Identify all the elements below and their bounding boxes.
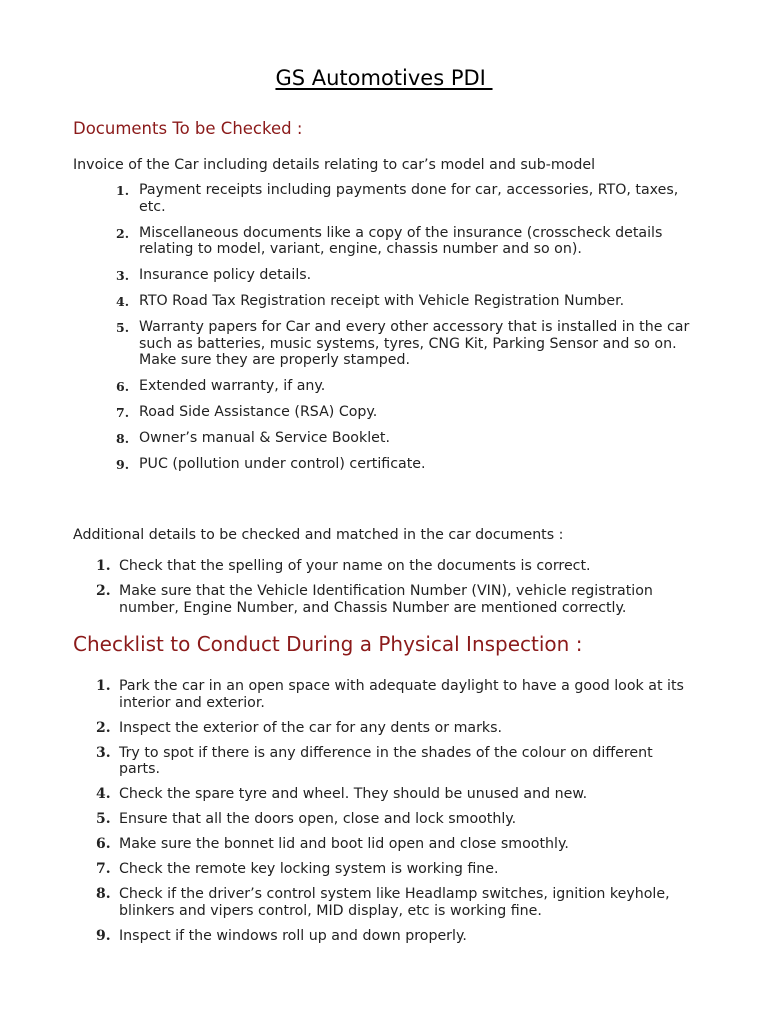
list-item bbox=[0, 267, 700, 284]
list-item-text: PUC (pollution under control) certificate. bbox=[139, 456, 426, 472]
list-number: 7. bbox=[116, 405, 130, 420]
list-item-text: Payment receipts including payments done for car, accessories, RTO, taxes, etc. bbox=[139, 182, 679, 215]
list-item-text: Park the car in an open space with adequate daylight to have a good look at its interior and exterior. bbox=[119, 678, 684, 711]
list-item-text: Miscellaneous documents like a copy of the insurance (crosscheck details relating to model, variant, engine, chassis number and so on). bbox=[139, 224, 663, 257]
list-item bbox=[0, 404, 700, 421]
documents-heading: Documents To be Checked : bbox=[73, 119, 303, 138]
list-item bbox=[0, 319, 700, 369]
list-number: 8. bbox=[116, 431, 130, 446]
list-item-text: Make sure that the Vehicle Identification Number (VIN), vehicle registration number, Engine Number, and Chassis Number are mentioned correctly. bbox=[119, 583, 653, 616]
list-number: 5. bbox=[96, 811, 111, 827]
list-item-text: Inspect if the windows roll up and down properly. bbox=[119, 927, 467, 944]
list-item bbox=[0, 225, 700, 258]
list-item bbox=[0, 861, 690, 878]
list-number: 6. bbox=[96, 836, 111, 852]
inspection-list bbox=[0, 678, 690, 953]
documents-intro: Invoice of the Car including details relating to car’s model and sub-model bbox=[73, 157, 596, 173]
list-item bbox=[0, 558, 690, 575]
list-number: 4. bbox=[116, 294, 130, 309]
list-number: 6. bbox=[116, 379, 130, 394]
list-number: 9. bbox=[96, 927, 111, 944]
list-item bbox=[0, 583, 690, 616]
list-number: 8. bbox=[96, 886, 111, 902]
list-item bbox=[0, 678, 690, 711]
list-item-text: Inspect the exterior of the car for any dents or marks. bbox=[119, 719, 503, 736]
list-item-text: Try to spot if there is any difference in the shades of the colour on different parts. bbox=[119, 744, 653, 777]
list-item-text: Check the spare tyre and wheel. They should be unused and new. bbox=[119, 786, 588, 802]
list-number: 2. bbox=[96, 719, 111, 736]
additional-intro: Additional details to be checked and matched in the car documents : bbox=[73, 527, 564, 543]
list-item bbox=[0, 811, 690, 828]
list-number: 4. bbox=[96, 786, 111, 802]
list-number: 1. bbox=[96, 558, 111, 574]
list-item bbox=[0, 720, 690, 737]
list-item bbox=[0, 182, 700, 215]
list-item-text: Check if the driver’s control system like Headlamp switches, ignition keyhole, blinkers and vipers control, MID display, etc is working fine. bbox=[119, 886, 670, 919]
list-number: 1. bbox=[96, 678, 111, 694]
list-number: 3. bbox=[96, 744, 111, 761]
list-item-text: Check that the spelling of your name on the documents is correct. bbox=[119, 558, 591, 574]
documents-list bbox=[0, 182, 700, 482]
list-item bbox=[0, 430, 700, 447]
list-item-text: Warranty papers for Car and every other accessory that is installed in the car such as batteries, music systems, tyres, CNG Kit, Parking Sensor and so on. Make sure they are properly stamped. bbox=[139, 319, 690, 368]
list-item bbox=[0, 745, 690, 778]
list-item bbox=[0, 836, 690, 853]
list-number: 5. bbox=[116, 320, 130, 335]
document-title: GS Automotives PDI bbox=[275, 66, 493, 90]
list-number: 3. bbox=[116, 268, 130, 283]
list-item-text: Insurance policy details. bbox=[139, 267, 312, 283]
list-item-text: Make sure the bonnet lid and boot lid open and close smoothly. bbox=[119, 836, 569, 852]
list-number: 1. bbox=[116, 183, 130, 198]
list-item-text: Road Side Assistance (RSA) Copy. bbox=[139, 404, 378, 420]
list-item bbox=[0, 293, 700, 310]
list-number: 2. bbox=[96, 583, 111, 599]
list-item bbox=[0, 928, 690, 945]
list-item-text: Owner’s manual & Service Booklet. bbox=[139, 430, 390, 446]
list-item bbox=[0, 378, 700, 395]
list-number: 2. bbox=[116, 225, 130, 241]
list-number: 9. bbox=[116, 457, 130, 472]
list-number: 7. bbox=[96, 861, 111, 877]
list-item-text: Ensure that all the doors open, close and lock smoothly. bbox=[119, 811, 517, 827]
list-item-text: RTO Road Tax Registration receipt with Vehicle Registration Number. bbox=[139, 293, 625, 309]
list-item-text: Check the remote key locking system is working fine. bbox=[119, 861, 499, 877]
list-item bbox=[0, 886, 690, 919]
additional-list bbox=[0, 558, 690, 625]
list-item bbox=[0, 786, 690, 803]
list-item-text: Extended warranty, if any. bbox=[139, 378, 326, 394]
inspection-heading: Checklist to Conduct During a Physical Inspection : bbox=[73, 632, 583, 656]
list-item bbox=[0, 456, 700, 473]
